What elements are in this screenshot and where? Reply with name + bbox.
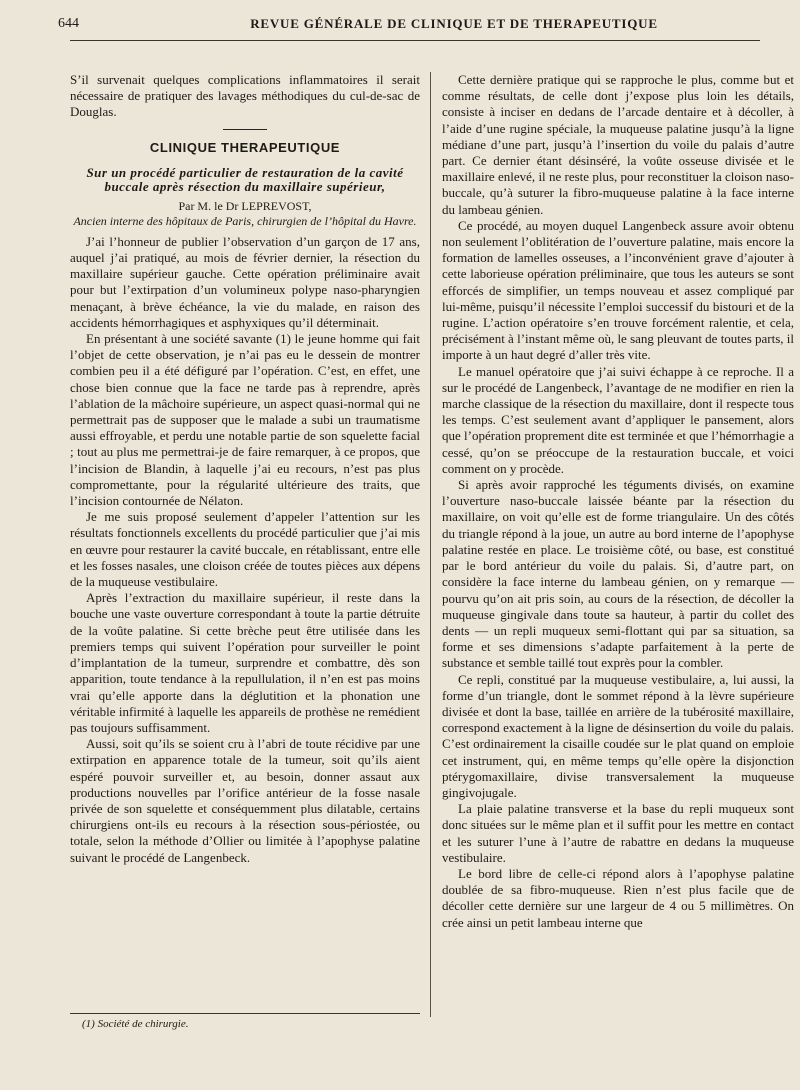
body-paragraph: Ce procédé, au moyen duquel Langenbeck assure avoir obtenu non seulement l’oblitération de l’ouverture palatine, mais encore la formation de lamelles osseuses, a l’inconvénient grave d’ajouter à cette laborieuse opération préliminaire, que tous les auteurs se sont efforcés de simplifier, un temps nouveau et assez compliqué par lui-même, puisqu’il nécessite l’emploi successif du bistouri et de la rugine. L’action opératoire s’en trouve forcément ralentie, et cela, précisément à l’instant même où, le sang pleuvant de toutes parts, il importe à un haut degré d’aller très vite. bbox=[442, 217, 794, 363]
header-rule bbox=[70, 40, 760, 41]
section-separator bbox=[223, 129, 267, 130]
article-title: Sur un procédé particulier de restauration de la cavité buccale après résection du maxillaire supérieur, bbox=[86, 164, 404, 195]
author-affiliation: Ancien interne des hôpitaux de Paris, chirurgien de l’hôpital du Havre. bbox=[73, 213, 417, 228]
body-paragraph: Ce repli, constitué par la muqueuse vestibulaire, a, lui aussi, la forme d’un triangle, dont le sommet répond à la lèvre supérieure divisée et dont la base, taillée en arrière de la tubérosité maxillaire, correspond exactement à la ligne de désinsertion du voile du palais. C’est ordinairement la cisaille coudée sur le plat quand on emploie cet instrument, qui, en même temps qu’elle opère la disjonction ptérygomaxillaire, divise transversalement la muqueuse gingivojugale. bbox=[442, 671, 794, 800]
body-paragraph: Après l’extraction du maxillaire supérieur, il reste dans la bouche une vaste ouverture correspondant à toute la partie détruite de la voûte palatine. Si cette brèche peut être utilisée dans les premiers temps qui suivent l’opération pour surveiller le point d’implantation de la tumeur, surprendre et combattre, dès son apparition, toute tendance à la repullulation, il n’en est pas moins vrai qu’elle apporte dans la déglutition et la phonation une véritable infirmité à laquelle les appareils de prothèse ne remédient pas toujours suffisamment. bbox=[70, 590, 420, 735]
left-column bbox=[70, 72, 420, 866]
body-paragraph: Cette dernière pratique qui se rapproche le plus, comme but et comme résultats, de celle dont j’expose plus loin les détails, consiste à inciser en dedans de l’arcade dentaire et à décoller, à l’aide d’une rugine spéciale, la muqueuse palatine jusqu’à la ligne médiane d’une part, jusqu’à l’insertion du voile du palais d’autre part. Ce dernier étant désinséré, la voûte osseuse divisée et le maxillaire enlevé, il ne reste plus, pour reconstituer la cloison naso-buccale, qu’à suturer la fibro-muqueuse palatine à la face interne du lambeau génien. bbox=[442, 72, 794, 217]
body-paragraph: Si après avoir rapproché les téguments divisés, on examine l’ouverture naso-buccale laissée béante par la résection du maxillaire, on voit qu’elle est de forme triangulaire. Un des côtés du triangle répond à la joue, un autre au bord interne de l’apophyse palatine restée en place. Le troisième côté, ou base, est constitué par le bord antérieur du voile du palais. Si, d’autre part, on considère la face interne du lambeau génien, on y remarque — pourvu qu’on ait pris soin, au cours de la résection, de décoller la muqueuse gingivale dans toute sa hauteur, à partir du collet des dents — un repli muqueux semi-flottant qui par sa situation, sa forme et ses dimensions s’adapte parfaitement à la perte de substance et semble taillé tout exprès pour la combler. bbox=[442, 477, 794, 671]
column-divider bbox=[430, 72, 431, 1017]
body-paragraph: Aussi, soit qu’ils se soient cru à l’abri de toute récidive par une extirpation en apparence totale de la tumeur, soit qu’ils aient espéré pouvoir surveiller et, au besoin, donner assaut aux productions nouvelles par l’orifice antérieur de la fosse nasale privée de son squelette et conséquemment plus dilatable, certains chirurgiens ont-ils eu recours à la résection sous-périostée, ou totale, selon la méthode d’Ollier ou limitée à l’apophyse palatine suivant le procédé de Langenbeck. bbox=[70, 736, 420, 865]
page-number: 644 bbox=[58, 16, 79, 31]
author-line: Par M. le Dr LEPREVOST, bbox=[178, 198, 312, 213]
body-paragraph: En présentant à une société savante (1) le jeune homme qui fait l’objet de cette observation, je n’ai pas eu le dessein de montrer combien peu il a été défiguré par l’opération. C’est, en effet, une chose bien connue que la face ne tarde pas à reprendre, après l’ablation de la mâchoire supérieure, un aspect quasi-normal qui ne permettrait pas de supposer que le malade a subi un traumatisme aussi effroyable, et perdu une notable partie de son squelette facial ; tout au plus me permettrai-je de faire remarquer, à ce propos, que l’incision de Blandin, à laquelle j’ai eu recours, n’est pas plus compromettante, pour la régularité ultérieure des traits, que l’incision contournée de Nélaton. bbox=[70, 331, 420, 509]
right-column bbox=[442, 72, 794, 931]
body-paragraph: Le bord libre de celle-ci répond alors à l’apophyse palatine doublée de sa fibro-muqueuse. Rien n’est plus facile que de décoller cette dernière sur une largeur de 4 ou 5 millimètres. On crée ainsi un petit lambeau interne que bbox=[442, 865, 794, 930]
intro-paragraph: S’il survenait quelques complications inflammatoires il serait nécessaire de pratiquer des lavages méthodiques du cul-de-sac de Douglas. bbox=[70, 72, 420, 120]
page-header bbox=[58, 16, 760, 38]
footnote: (1) Société de chirurgie. bbox=[82, 1018, 189, 1030]
body-paragraph: La plaie palatine transverse et la base du repli muqueux sont donc situées sur le même plan et il suffit pour les mettre en contact et les suturer l’une à l’autre de rabattre en dedans la muqueuse vestibulaire. bbox=[442, 801, 794, 865]
body-paragraph: J’ai l’honneur de publier l’observation d’un garçon de 17 ans, auquel j’ai pratiqué, au mois de février dernier, la résection du maxillaire supérieur gauche. Cette opération préliminaire avait pour but l’extirpation d’un volumineux polype naso-pharyngien menaçant, à brève échéance, la vie du malade, en raison des accidents hémorrhagiques et asphyxiques qu’il déterminait. bbox=[70, 233, 420, 330]
running-head: REVUE GÉNÉRALE DE CLINIQUE ET DE THERAPEUTIQUE bbox=[250, 16, 658, 31]
body-paragraph: Le manuel opératoire que j’ai suivi échappe à ce reproche. Il a sur le procédé de Langenbeck, l’avantage de ne modifier en rien la marche classique de la résection du maxillaire, dont il respecte tous les temps. C’est seulement avant d’appliquer le pansement, alors que l’opération proprement dite est terminée et que l’hémorrhagie a cessé, qu’on se préoccupe de la restauration buccale, et voici comment on y procède. bbox=[442, 363, 794, 476]
body-paragraph: Je me suis proposé seulement d’appeler l’attention sur les résultats fonctionnels excellents du procédé particulier que j’ai mis en œuvre pour restaurer la cavité buccale, en rétablissant, entre elle et les fosses nasales, une cloison créée de toutes pièces aux dépens de la muqueuse vestibulaire. bbox=[70, 509, 420, 590]
section-heading: CLINIQUE THERAPEUTIQUE bbox=[149, 139, 341, 155]
footnote-rule bbox=[70, 1013, 420, 1014]
